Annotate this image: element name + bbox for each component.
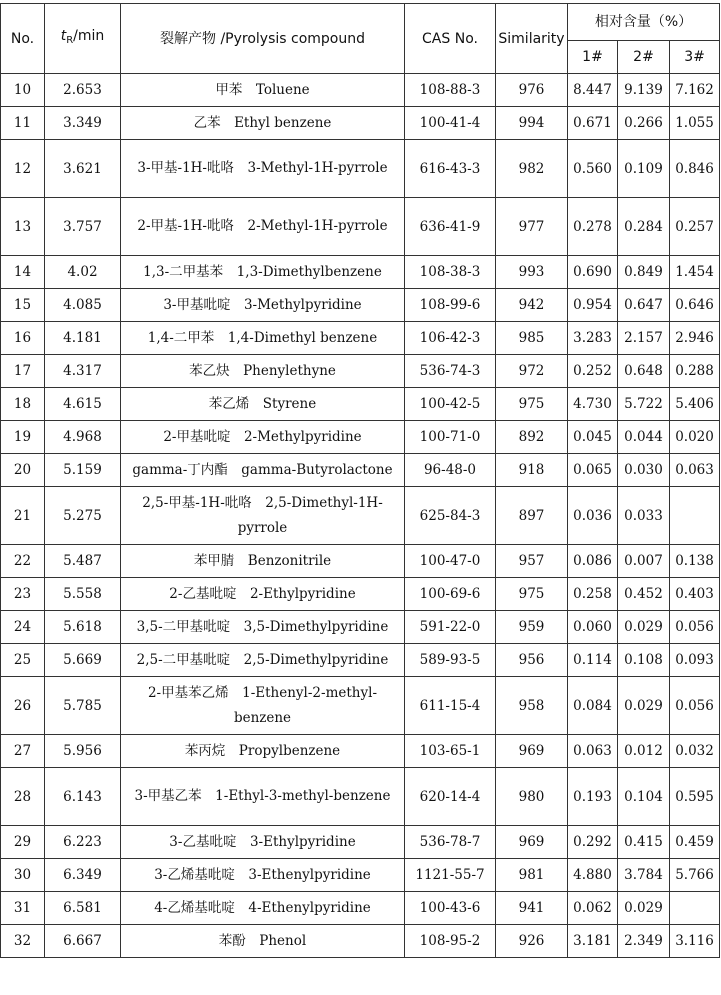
cell-content-3: 0.403 (670, 578, 720, 611)
cell-cas: 536-78-7 (405, 826, 496, 859)
cell-cas: 106-42-3 (405, 322, 496, 355)
cell-similarity: 959 (496, 611, 568, 644)
cell-content-3: 5.766 (670, 859, 720, 892)
cell-compound: 4-乙烯基吡啶 4-Ethenylpyridine (121, 892, 405, 925)
cell-retention-time: 5.669 (45, 644, 121, 677)
cell-cas: 100-43-6 (405, 892, 496, 925)
header-similarity: Similarity (496, 4, 568, 74)
cell-retention-time: 6.581 (45, 892, 121, 925)
cell-compound: 3-甲基吡啶 3-Methylpyridine (121, 289, 405, 322)
cell-compound: 乙苯 Ethyl benzene (121, 107, 405, 140)
cell-content-2: 2.157 (618, 322, 670, 355)
cell-no: 10 (1, 74, 45, 107)
table-row (1, 925, 720, 958)
cell-content-2: 0.415 (618, 826, 670, 859)
cell-content-3: 0.257 (670, 198, 720, 256)
cell-cas: 611-15-4 (405, 677, 496, 735)
cell-content-3 (670, 892, 720, 925)
cell-content-3: 0.093 (670, 644, 720, 677)
cell-no: 31 (1, 892, 45, 925)
cell-content-3: 0.020 (670, 421, 720, 454)
table-row (1, 859, 720, 892)
cell-no: 30 (1, 859, 45, 892)
cell-content-2: 0.109 (618, 140, 670, 198)
cell-content-2: 0.648 (618, 355, 670, 388)
header-tr-subscript: R (66, 35, 74, 46)
cell-content-2: 0.647 (618, 289, 670, 322)
cell-content-3: 0.595 (670, 768, 720, 826)
cell-retention-time: 4.085 (45, 289, 121, 322)
cell-no: 20 (1, 454, 45, 487)
cell-content-3: 0.056 (670, 677, 720, 735)
cell-content-2: 0.030 (618, 454, 670, 487)
cell-retention-time: 5.558 (45, 578, 121, 611)
cell-content-3: 0.459 (670, 826, 720, 859)
cell-content-2: 0.029 (618, 677, 670, 735)
cell-similarity: 980 (496, 768, 568, 826)
cell-compound: 苯乙炔 Phenylethyne (121, 355, 405, 388)
cell-content-1: 0.258 (568, 578, 618, 611)
cell-no: 18 (1, 388, 45, 421)
cell-content-3: 7.162 (670, 74, 720, 107)
cell-content-2: 0.284 (618, 198, 670, 256)
table-row (1, 735, 720, 768)
header-no: No. (1, 4, 45, 74)
cell-cas: 620-14-4 (405, 768, 496, 826)
table-row (1, 578, 720, 611)
cell-content-3: 0.846 (670, 140, 720, 198)
cell-content-2: 0.029 (618, 611, 670, 644)
cell-similarity: 957 (496, 545, 568, 578)
cell-cas: 108-99-6 (405, 289, 496, 322)
cell-similarity: 972 (496, 355, 568, 388)
cell-no: 11 (1, 107, 45, 140)
table-row (1, 421, 720, 454)
header-sample-1: 1# (568, 41, 618, 74)
cell-retention-time: 5.785 (45, 677, 121, 735)
cell-content-2: 9.139 (618, 74, 670, 107)
cell-cas: 591-22-0 (405, 611, 496, 644)
cell-no: 24 (1, 611, 45, 644)
cell-cas: 589-93-5 (405, 644, 496, 677)
cell-cas: 108-38-3 (405, 256, 496, 289)
header-compound: 裂解产物 /Pyrolysis compound (121, 4, 405, 74)
cell-no: 28 (1, 768, 45, 826)
cell-cas: 1121-55-7 (405, 859, 496, 892)
cell-no: 13 (1, 198, 45, 256)
table-row (1, 545, 720, 578)
cell-compound: gamma-丁内酯 gamma-Butyrolactone (121, 454, 405, 487)
cell-compound: 2,5-二甲基吡啶 2,5-Dimethylpyridine (121, 644, 405, 677)
cell-content-2: 0.044 (618, 421, 670, 454)
cell-retention-time: 5.159 (45, 454, 121, 487)
cell-content-1: 3.181 (568, 925, 618, 958)
cell-compound: 3-甲基-1H-吡咯 3-Methyl-1H-pyrrole (121, 140, 405, 198)
cell-content-3: 1.454 (670, 256, 720, 289)
cell-similarity: 985 (496, 322, 568, 355)
table-row (1, 74, 720, 107)
table-row (1, 487, 720, 545)
cell-cas: 636-41-9 (405, 198, 496, 256)
cell-content-2: 0.007 (618, 545, 670, 578)
cell-similarity: 981 (496, 859, 568, 892)
cell-content-1: 0.560 (568, 140, 618, 198)
cell-content-2: 3.784 (618, 859, 670, 892)
cell-content-1: 0.084 (568, 677, 618, 735)
cell-retention-time: 3.621 (45, 140, 121, 198)
table-row (1, 768, 720, 826)
cell-no: 26 (1, 677, 45, 735)
cell-no: 16 (1, 322, 45, 355)
cell-content-2: 0.104 (618, 768, 670, 826)
cell-similarity: 926 (496, 925, 568, 958)
cell-compound: 3-乙基吡啶 3-Ethylpyridine (121, 826, 405, 859)
cell-similarity: 918 (496, 454, 568, 487)
cell-retention-time: 5.956 (45, 735, 121, 768)
cell-no: 23 (1, 578, 45, 611)
header-relative-content: 相对含量（%） (568, 4, 720, 41)
cell-content-1: 3.283 (568, 322, 618, 355)
cell-content-3: 0.056 (670, 611, 720, 644)
cell-no: 27 (1, 735, 45, 768)
cell-compound: 苯丙烷 Propylbenzene (121, 735, 405, 768)
cell-content-2: 0.108 (618, 644, 670, 677)
table-row (1, 454, 720, 487)
cell-content-1: 0.036 (568, 487, 618, 545)
cell-content-3: 0.138 (670, 545, 720, 578)
cell-no: 12 (1, 140, 45, 198)
cell-content-3: 3.116 (670, 925, 720, 958)
cell-cas: 625-84-3 (405, 487, 496, 545)
cell-content-1: 0.114 (568, 644, 618, 677)
cell-content-3 (670, 487, 720, 545)
cell-content-2: 5.722 (618, 388, 670, 421)
table-row (1, 677, 720, 735)
cell-content-2: 0.029 (618, 892, 670, 925)
cell-cas: 616-43-3 (405, 140, 496, 198)
cell-similarity: 993 (496, 256, 568, 289)
cell-no: 25 (1, 644, 45, 677)
cell-cas: 108-95-2 (405, 925, 496, 958)
cell-no: 14 (1, 256, 45, 289)
cell-similarity: 892 (496, 421, 568, 454)
cell-content-1: 0.045 (568, 421, 618, 454)
cell-retention-time: 3.757 (45, 198, 121, 256)
cell-similarity: 982 (496, 140, 568, 198)
cell-compound: 3,5-二甲基吡啶 3,5-Dimethylpyridine (121, 611, 405, 644)
table-body (1, 74, 720, 958)
cell-no: 17 (1, 355, 45, 388)
cell-retention-time: 6.667 (45, 925, 121, 958)
cell-content-1: 4.880 (568, 859, 618, 892)
cell-cas: 100-69-6 (405, 578, 496, 611)
cell-content-1: 0.193 (568, 768, 618, 826)
cell-content-1: 0.086 (568, 545, 618, 578)
header-cas: CAS No. (405, 4, 496, 74)
table-row (1, 892, 720, 925)
cell-compound: 2-甲基-1H-吡咯 2-Methyl-1H-pyrrole (121, 198, 405, 256)
cell-content-3: 0.032 (670, 735, 720, 768)
cell-content-3: 0.288 (670, 355, 720, 388)
cell-content-1: 0.252 (568, 355, 618, 388)
table-row (1, 644, 720, 677)
header-sample-3: 3# (670, 41, 720, 74)
cell-content-2: 0.012 (618, 735, 670, 768)
cell-compound: 苯甲腈 Benzonitrile (121, 545, 405, 578)
cell-content-1: 0.278 (568, 198, 618, 256)
cell-content-1: 0.062 (568, 892, 618, 925)
cell-retention-time: 4.615 (45, 388, 121, 421)
cell-retention-time: 6.349 (45, 859, 121, 892)
cell-compound: 苯乙烯 Styrene (121, 388, 405, 421)
cell-content-2: 0.266 (618, 107, 670, 140)
cell-cas: 100-71-0 (405, 421, 496, 454)
cell-content-1: 0.954 (568, 289, 618, 322)
cell-content-1: 8.447 (568, 74, 618, 107)
cell-similarity: 977 (496, 198, 568, 256)
cell-similarity: 969 (496, 826, 568, 859)
cell-similarity: 976 (496, 74, 568, 107)
cell-retention-time: 5.487 (45, 545, 121, 578)
cell-content-1: 0.065 (568, 454, 618, 487)
cell-content-2: 0.452 (618, 578, 670, 611)
cell-content-1: 0.060 (568, 611, 618, 644)
cell-cas: 536-74-3 (405, 355, 496, 388)
cell-content-1: 4.730 (568, 388, 618, 421)
cell-compound: 2-乙基吡啶 2-Ethylpyridine (121, 578, 405, 611)
table-row (1, 826, 720, 859)
cell-retention-time: 5.618 (45, 611, 121, 644)
table-row (1, 388, 720, 421)
cell-content-1: 0.063 (568, 735, 618, 768)
cell-compound: 3-乙烯基吡啶 3-Ethenylpyridine (121, 859, 405, 892)
cell-compound: 1,3-二甲基苯 1,3-Dimethylbenzene (121, 256, 405, 289)
table-header (1, 4, 720, 74)
cell-content-2: 2.349 (618, 925, 670, 958)
cell-cas: 103-65-1 (405, 735, 496, 768)
cell-compound: 3-甲基乙苯 1-Ethyl-3-methyl-benzene (121, 768, 405, 826)
cell-retention-time: 3.349 (45, 107, 121, 140)
cell-no: 32 (1, 925, 45, 958)
cell-cas: 100-41-4 (405, 107, 496, 140)
cell-similarity: 994 (496, 107, 568, 140)
cell-retention-time: 4.968 (45, 421, 121, 454)
cell-cas: 100-47-0 (405, 545, 496, 578)
cell-compound: 2-甲基吡啶 2-Methylpyridine (121, 421, 405, 454)
cell-no: 15 (1, 289, 45, 322)
cell-compound: 甲苯 Toluene (121, 74, 405, 107)
cell-cas: 96-48-0 (405, 454, 496, 487)
cell-retention-time: 6.223 (45, 826, 121, 859)
table-row (1, 140, 720, 198)
cell-content-1: 0.671 (568, 107, 618, 140)
cell-content-2: 0.033 (618, 487, 670, 545)
cell-retention-time: 4.317 (45, 355, 121, 388)
cell-content-3: 5.406 (670, 388, 720, 421)
cell-similarity: 969 (496, 735, 568, 768)
table-row (1, 611, 720, 644)
cell-content-3: 2.946 (670, 322, 720, 355)
header-retention-time (45, 4, 121, 74)
cell-content-3: 1.055 (670, 107, 720, 140)
cell-retention-time: 2.653 (45, 74, 121, 107)
cell-cas: 100-42-5 (405, 388, 496, 421)
cell-similarity: 956 (496, 644, 568, 677)
cell-content-3: 0.063 (670, 454, 720, 487)
cell-content-3: 0.646 (670, 289, 720, 322)
cell-similarity: 975 (496, 388, 568, 421)
header-sample-2: 2# (618, 41, 670, 74)
cell-cas: 108-88-3 (405, 74, 496, 107)
cell-content-2: 0.849 (618, 256, 670, 289)
cell-no: 19 (1, 421, 45, 454)
cell-retention-time: 4.02 (45, 256, 121, 289)
cell-compound: 1,4-二甲苯 1,4-Dimethyl benzene (121, 322, 405, 355)
cell-retention-time: 5.275 (45, 487, 121, 545)
cell-no: 22 (1, 545, 45, 578)
table-row (1, 256, 720, 289)
header-tr-symbol: t (60, 28, 67, 44)
cell-content-1: 0.690 (568, 256, 618, 289)
table-row (1, 198, 720, 256)
pyrolysis-table (0, 3, 720, 958)
cell-similarity: 942 (496, 289, 568, 322)
table-row (1, 289, 720, 322)
cell-retention-time: 6.143 (45, 768, 121, 826)
cell-compound: 2-甲基苯乙烯 1-Ethenyl-2-methyl-benzene (121, 677, 405, 735)
cell-content-1: 0.292 (568, 826, 618, 859)
cell-similarity: 941 (496, 892, 568, 925)
table-row (1, 107, 720, 140)
cell-compound: 2,5-甲基-1H-吡咯 2,5-Dimethyl-1H-pyrrole (121, 487, 405, 545)
table-row (1, 322, 720, 355)
cell-similarity: 897 (496, 487, 568, 545)
cell-no: 21 (1, 487, 45, 545)
cell-retention-time: 4.181 (45, 322, 121, 355)
cell-no: 29 (1, 826, 45, 859)
header-tr-unit: /min (73, 28, 105, 44)
cell-similarity: 958 (496, 677, 568, 735)
cell-compound: 苯酚 Phenol (121, 925, 405, 958)
table-row (1, 355, 720, 388)
cell-similarity: 975 (496, 578, 568, 611)
